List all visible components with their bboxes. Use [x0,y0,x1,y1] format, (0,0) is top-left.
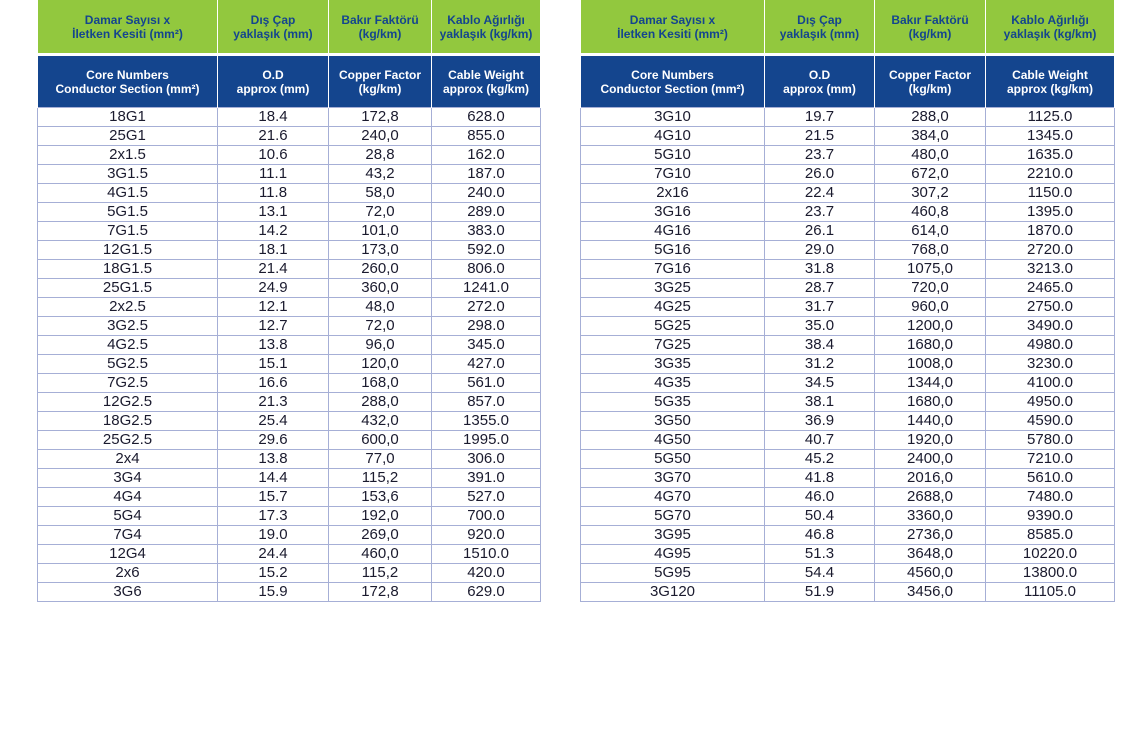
table-row [581,374,1115,393]
table-row [581,184,1115,203]
table-row [38,450,541,469]
table-row [38,127,541,146]
header-copper-tr: Bakır Faktörü (kg/km) [875,0,986,55]
cell-outer-diameter: 31.2 [765,355,875,374]
cell-core-section: 7G4 [38,526,218,545]
cell-outer-diameter: 26.0 [765,165,875,184]
table-row [581,279,1115,298]
cell-copper-factor: 288,0 [875,108,986,127]
cell-copper-factor: 120,0 [329,355,432,374]
cell-outer-diameter: 29.6 [218,431,329,450]
cell-cable-weight: 857.0 [432,393,541,412]
cell-outer-diameter: 26.1 [765,222,875,241]
cell-cable-weight: 2465.0 [986,279,1115,298]
cell-core-section: 5G95 [581,564,765,583]
cell-cable-weight: 4100.0 [986,374,1115,393]
cell-outer-diameter: 11.8 [218,184,329,203]
cell-cable-weight: 806.0 [432,260,541,279]
cell-outer-diameter: 15.1 [218,355,329,374]
cell-core-section: 3G2.5 [38,317,218,336]
cell-core-section: 3G70 [581,469,765,488]
cell-copper-factor: 168,0 [329,374,432,393]
cell-core-section: 5G1.5 [38,203,218,222]
cell-cable-weight: 4950.0 [986,393,1115,412]
cell-copper-factor: 3456,0 [875,583,986,602]
table-row [581,203,1115,222]
cell-copper-factor: 101,0 [329,222,432,241]
cell-core-section: 4G70 [581,488,765,507]
table-row [38,203,541,222]
cell-outer-diameter: 24.4 [218,545,329,564]
cell-cable-weight: 5780.0 [986,431,1115,450]
table-row [581,450,1115,469]
header-copper-en: Copper Factor (kg/km) [329,55,432,108]
cell-cable-weight: 2720.0 [986,241,1115,260]
cell-cable-weight: 162.0 [432,146,541,165]
cell-copper-factor: 3648,0 [875,545,986,564]
cell-core-section: 25G1 [38,127,218,146]
table-row [38,241,541,260]
cell-cable-weight: 10220.0 [986,545,1115,564]
header-weight-en: Cable Weight approx (kg/km) [986,55,1115,108]
cell-core-section: 25G1.5 [38,279,218,298]
cell-outer-diameter: 15.9 [218,583,329,602]
cell-outer-diameter: 41.8 [765,469,875,488]
table-row [581,165,1115,184]
cell-copper-factor: 768,0 [875,241,986,260]
cell-copper-factor: 3360,0 [875,507,986,526]
cell-outer-diameter: 21.3 [218,393,329,412]
cell-copper-factor: 1440,0 [875,412,986,431]
table-row [38,583,541,602]
cell-outer-diameter: 51.9 [765,583,875,602]
cell-copper-factor: 432,0 [329,412,432,431]
cell-copper-factor: 1680,0 [875,336,986,355]
cell-outer-diameter: 46.0 [765,488,875,507]
header-weight-tr: Kablo Ağırlığı yaklaşık (kg/km) [986,0,1115,55]
cell-cable-weight: 383.0 [432,222,541,241]
cell-cable-weight: 1395.0 [986,203,1115,222]
cell-core-section: 7G10 [581,165,765,184]
cell-core-section: 2x6 [38,564,218,583]
cell-core-section: 4G35 [581,374,765,393]
table-header [581,0,1115,108]
cell-cable-weight: 1870.0 [986,222,1115,241]
cell-copper-factor: 1075,0 [875,260,986,279]
table-row [581,507,1115,526]
cell-copper-factor: 77,0 [329,450,432,469]
cell-cable-weight: 1510.0 [432,545,541,564]
table-row [581,355,1115,374]
table-row [38,336,541,355]
cell-core-section: 7G25 [581,336,765,355]
table-row [581,583,1115,602]
cell-copper-factor: 192,0 [329,507,432,526]
cell-core-section: 5G2.5 [38,355,218,374]
cell-cable-weight: 345.0 [432,336,541,355]
cell-cable-weight: 700.0 [432,507,541,526]
cell-core-section: 18G1 [38,108,218,127]
header-weight-tr: Kablo Ağırlığı yaklaşık (kg/km) [432,0,541,55]
cell-outer-diameter: 13.8 [218,336,329,355]
cell-core-section: 5G35 [581,393,765,412]
cell-outer-diameter: 28.7 [765,279,875,298]
cell-cable-weight: 7210.0 [986,450,1115,469]
cell-cable-weight: 11105.0 [986,583,1115,602]
cell-outer-diameter: 14.4 [218,469,329,488]
cell-cable-weight: 391.0 [432,469,541,488]
cell-outer-diameter: 40.7 [765,431,875,450]
cell-copper-factor: 172,8 [329,108,432,127]
header-weight-en: Cable Weight approx (kg/km) [432,55,541,108]
cell-core-section: 3G10 [581,108,765,127]
english-header-row [38,55,541,108]
cell-cable-weight: 306.0 [432,450,541,469]
cell-copper-factor: 96,0 [329,336,432,355]
cell-copper-factor: 115,2 [329,564,432,583]
cell-cable-weight: 855.0 [432,127,541,146]
table-row [581,317,1115,336]
cell-outer-diameter: 36.9 [765,412,875,431]
header-od-tr: Dış Çap yaklaşık (mm) [765,0,875,55]
cell-core-section: 3G6 [38,583,218,602]
cell-outer-diameter: 23.7 [765,203,875,222]
turkish-header-row [581,0,1115,55]
cell-core-section: 5G4 [38,507,218,526]
cell-outer-diameter: 38.4 [765,336,875,355]
cell-copper-factor: 43,2 [329,165,432,184]
cell-copper-factor: 4560,0 [875,564,986,583]
cell-copper-factor: 1008,0 [875,355,986,374]
cell-core-section: 12G2.5 [38,393,218,412]
cell-cable-weight: 9390.0 [986,507,1115,526]
cell-outer-diameter: 29.0 [765,241,875,260]
cell-outer-diameter: 10.6 [218,146,329,165]
cell-outer-diameter: 16.6 [218,374,329,393]
header-core-tr: Damar Sayısı x İletken Kesiti (mm²) [38,0,218,55]
cell-cable-weight: 1150.0 [986,184,1115,203]
cell-outer-diameter: 21.5 [765,127,875,146]
cell-core-section: 3G25 [581,279,765,298]
table-row [581,146,1115,165]
table-row [38,393,541,412]
table-row [581,108,1115,127]
cell-cable-weight: 1995.0 [432,431,541,450]
cell-cable-weight: 13800.0 [986,564,1115,583]
table-row [38,279,541,298]
cell-copper-factor: 480,0 [875,146,986,165]
cell-core-section: 4G4 [38,488,218,507]
cell-cable-weight: 2750.0 [986,298,1115,317]
cell-outer-diameter: 18.1 [218,241,329,260]
header-od-en: O.D approx (mm) [218,55,329,108]
cell-cable-weight: 1355.0 [432,412,541,431]
table-row [38,507,541,526]
cell-core-section: 3G16 [581,203,765,222]
cell-copper-factor: 173,0 [329,241,432,260]
cell-copper-factor: 115,2 [329,469,432,488]
table-row [38,469,541,488]
cell-outer-diameter: 34.5 [765,374,875,393]
table-row [38,526,541,545]
table-row [38,108,541,127]
cell-cable-weight: 4590.0 [986,412,1115,431]
cell-outer-diameter: 14.2 [218,222,329,241]
turkish-header-row [38,0,541,55]
table-row [581,393,1115,412]
table-row [581,241,1115,260]
table-row [581,431,1115,450]
cell-cable-weight: 1125.0 [986,108,1115,127]
cell-copper-factor: 384,0 [875,127,986,146]
cell-core-section: 18G1.5 [38,260,218,279]
cell-cable-weight: 8585.0 [986,526,1115,545]
cell-core-section: 4G1.5 [38,184,218,203]
table-row [38,184,541,203]
cell-cable-weight: 2210.0 [986,165,1115,184]
table-row [38,298,541,317]
cell-copper-factor: 2736,0 [875,526,986,545]
table-row [38,165,541,184]
header-copper-tr: Bakır Faktörü (kg/km) [329,0,432,55]
table-row [581,469,1115,488]
cell-core-section: 3G1.5 [38,165,218,184]
cell-outer-diameter: 25.4 [218,412,329,431]
cell-copper-factor: 288,0 [329,393,432,412]
cell-core-section: 3G4 [38,469,218,488]
cell-copper-factor: 2688,0 [875,488,986,507]
table-row [38,317,541,336]
cell-copper-factor: 153,6 [329,488,432,507]
cell-copper-factor: 672,0 [875,165,986,184]
cell-copper-factor: 360,0 [329,279,432,298]
cell-outer-diameter: 18.4 [218,108,329,127]
table-row [581,222,1115,241]
cell-cable-weight: 240.0 [432,184,541,203]
cell-core-section: 2x2.5 [38,298,218,317]
cell-copper-factor: 460,8 [875,203,986,222]
table-row [38,260,541,279]
cell-core-section: 5G70 [581,507,765,526]
cell-core-section: 25G2.5 [38,431,218,450]
cell-cable-weight: 1241.0 [432,279,541,298]
cell-copper-factor: 72,0 [329,317,432,336]
table-row [581,298,1115,317]
cell-copper-factor: 72,0 [329,203,432,222]
cell-core-section: 3G35 [581,355,765,374]
table-header [38,0,541,108]
header-od-en: O.D approx (mm) [765,55,875,108]
table-row [581,545,1115,564]
table-row [581,412,1115,431]
cell-cable-weight: 5610.0 [986,469,1115,488]
cell-copper-factor: 48,0 [329,298,432,317]
cell-core-section: 2x1.5 [38,146,218,165]
cell-outer-diameter: 22.4 [765,184,875,203]
table-row [38,374,541,393]
table-body-left [38,108,541,602]
cell-cable-weight: 1635.0 [986,146,1115,165]
cell-outer-diameter: 31.7 [765,298,875,317]
cell-cable-weight: 272.0 [432,298,541,317]
cell-core-section: 4G95 [581,545,765,564]
cell-copper-factor: 1200,0 [875,317,986,336]
cell-outer-diameter: 15.7 [218,488,329,507]
cell-outer-diameter: 17.3 [218,507,329,526]
cell-core-section: 4G16 [581,222,765,241]
cell-copper-factor: 58,0 [329,184,432,203]
cell-copper-factor: 172,8 [329,583,432,602]
table-row [581,127,1115,146]
cell-copper-factor: 240,0 [329,127,432,146]
cell-copper-factor: 307,2 [875,184,986,203]
header-core-en: Core Numbers Conductor Section (mm²) [38,55,218,108]
table-row [581,336,1115,355]
cell-cable-weight: 628.0 [432,108,541,127]
table-row [38,564,541,583]
cell-copper-factor: 2400,0 [875,450,986,469]
cell-copper-factor: 1680,0 [875,393,986,412]
table-row [38,431,541,450]
cell-core-section: 3G95 [581,526,765,545]
cell-outer-diameter: 51.3 [765,545,875,564]
cell-copper-factor: 960,0 [875,298,986,317]
cell-cable-weight: 527.0 [432,488,541,507]
cell-copper-factor: 269,0 [329,526,432,545]
cell-outer-diameter: 45.2 [765,450,875,469]
header-core-en: Core Numbers Conductor Section (mm²) [581,55,765,108]
cable-spec-table-left [37,0,541,602]
cell-core-section: 4G25 [581,298,765,317]
cell-outer-diameter: 12.1 [218,298,329,317]
cell-outer-diameter: 46.8 [765,526,875,545]
cell-core-section: 3G120 [581,583,765,602]
cell-outer-diameter: 35.0 [765,317,875,336]
table-row [581,526,1115,545]
cell-core-section: 4G50 [581,431,765,450]
cell-core-section: 7G1.5 [38,222,218,241]
cell-outer-diameter: 31.8 [765,260,875,279]
cell-outer-diameter: 38.1 [765,393,875,412]
cell-outer-diameter: 21.4 [218,260,329,279]
table-row [38,146,541,165]
cell-outer-diameter: 50.4 [765,507,875,526]
table-row [581,488,1115,507]
table-row [38,412,541,431]
cell-outer-diameter: 19.0 [218,526,329,545]
cell-copper-factor: 2016,0 [875,469,986,488]
cell-cable-weight: 1345.0 [986,127,1115,146]
cell-core-section: 7G2.5 [38,374,218,393]
cell-cable-weight: 187.0 [432,165,541,184]
table-row [38,545,541,564]
cell-outer-diameter: 12.7 [218,317,329,336]
cell-cable-weight: 629.0 [432,583,541,602]
cable-spec-table-right [580,0,1115,602]
table-row [38,222,541,241]
cell-copper-factor: 28,8 [329,146,432,165]
cell-cable-weight: 3230.0 [986,355,1115,374]
cell-cable-weight: 427.0 [432,355,541,374]
cell-cable-weight: 289.0 [432,203,541,222]
english-header-row [581,55,1115,108]
cell-outer-diameter: 24.9 [218,279,329,298]
cell-cable-weight: 298.0 [432,317,541,336]
cell-cable-weight: 4980.0 [986,336,1115,355]
cell-cable-weight: 561.0 [432,374,541,393]
cell-cable-weight: 3490.0 [986,317,1115,336]
cell-outer-diameter: 21.6 [218,127,329,146]
cell-core-section: 4G2.5 [38,336,218,355]
cell-copper-factor: 460,0 [329,545,432,564]
table-row [581,564,1115,583]
cell-copper-factor: 614,0 [875,222,986,241]
cell-copper-factor: 1920,0 [875,431,986,450]
cell-core-section: 12G4 [38,545,218,564]
cell-core-section: 5G10 [581,146,765,165]
table-body-right [581,108,1115,602]
cell-cable-weight: 920.0 [432,526,541,545]
cell-core-section: 3G50 [581,412,765,431]
cell-outer-diameter: 15.2 [218,564,329,583]
cell-copper-factor: 720,0 [875,279,986,298]
header-core-tr: Damar Sayısı x İletken Kesiti (mm²) [581,0,765,55]
cell-core-section: 7G16 [581,260,765,279]
cell-outer-diameter: 23.7 [765,146,875,165]
cell-cable-weight: 420.0 [432,564,541,583]
cell-cable-weight: 3213.0 [986,260,1115,279]
header-copper-en: Copper Factor (kg/km) [875,55,986,108]
cell-core-section: 2x16 [581,184,765,203]
cell-cable-weight: 592.0 [432,241,541,260]
cell-core-section: 12G1.5 [38,241,218,260]
cell-outer-diameter: 11.1 [218,165,329,184]
table-row [581,260,1115,279]
cell-cable-weight: 7480.0 [986,488,1115,507]
cell-copper-factor: 600,0 [329,431,432,450]
cell-outer-diameter: 19.7 [765,108,875,127]
cell-core-section: 5G25 [581,317,765,336]
header-od-tr: Dış Çap yaklaşık (mm) [218,0,329,55]
cell-copper-factor: 1344,0 [875,374,986,393]
cell-core-section: 2x4 [38,450,218,469]
cell-outer-diameter: 54.4 [765,564,875,583]
cell-core-section: 5G50 [581,450,765,469]
table-row [38,355,541,374]
cell-core-section: 5G16 [581,241,765,260]
cell-outer-diameter: 13.8 [218,450,329,469]
cell-copper-factor: 260,0 [329,260,432,279]
cell-outer-diameter: 13.1 [218,203,329,222]
cell-core-section: 18G2.5 [38,412,218,431]
table-row [38,488,541,507]
cell-core-section: 4G10 [581,127,765,146]
